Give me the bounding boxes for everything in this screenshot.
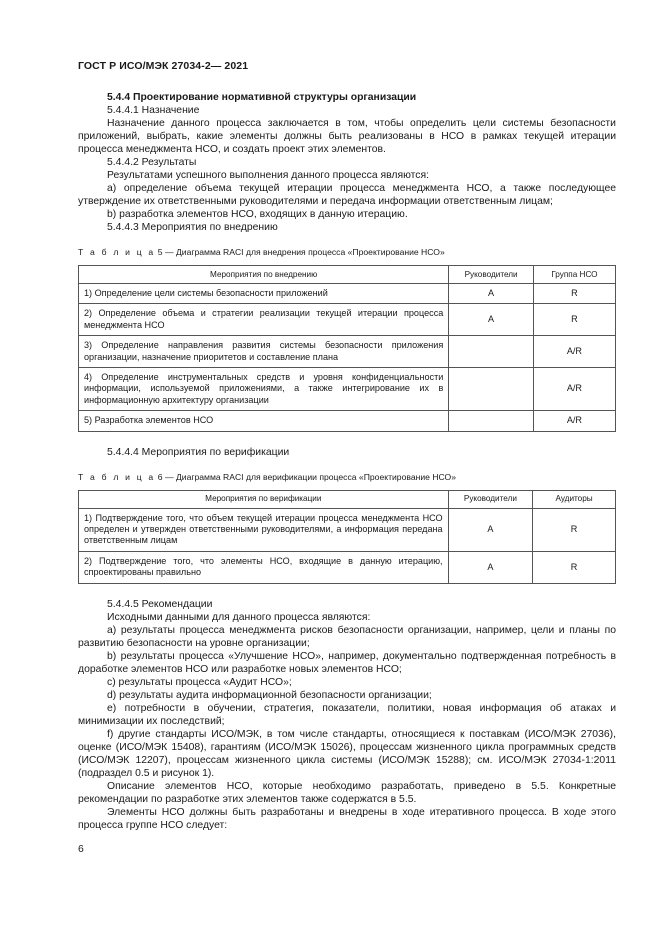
activity-cell: 2) Подтверждение того, что элементы НСО, входящие в данную итерацию, спроектированы правильно bbox=[79, 551, 449, 583]
managers-cell bbox=[449, 368, 534, 411]
table-row bbox=[79, 304, 616, 336]
team-cell: A/R bbox=[533, 336, 615, 368]
managers-cell bbox=[449, 411, 534, 431]
list-item: а) результаты процесса менеджмента рисков безопасности организации, например, цели и планы по развитию безопасности на уровне организации; bbox=[78, 624, 616, 649]
caption-text: 6 — Диаграмма RACI для верификации процесса «Проектирование НСО» bbox=[155, 471, 457, 482]
paragraph: Результатами успешного выполнения данного процесса являются: bbox=[107, 170, 429, 181]
raci-table-6 bbox=[78, 490, 616, 584]
managers-cell: A bbox=[449, 284, 534, 304]
subheading-5-4-4-3: 5.4.4.3 Мероприятия по внедрению bbox=[107, 222, 278, 233]
caption-prefix: Т а б л и ц а bbox=[78, 247, 156, 257]
paragraph: Назначение данного процесса заключается в том, чтобы определить цели системы безопасности приложений, выбрать, какие элементы должны быть реализованы в НСО в рамках текущей итерации процесса менеджмента НСО, и создать проект этих элементов. bbox=[78, 118, 616, 155]
list-item: f) другие стандарты ИСО/МЭК, в том числе стандарты, относящиеся к поставкам (ИСО/МЭК 27036), оценке (ИСО/МЭК 15408), гарантиям (ИСО/МЭК 15026), процессам жизненного цикла программных средств (ИСО/МЭК 12207), процессам жизненного цикла системы (ИСО/МЭК 15288); см. ИСО/МЭК 27034-1:2011 (подраздел 0.5 и рисунок 1). bbox=[78, 728, 616, 779]
subheading-5-4-4-5: 5.4.4.5 Рекомендации bbox=[107, 598, 213, 610]
table-5-caption bbox=[78, 246, 616, 259]
spacer bbox=[78, 584, 616, 598]
team-cell: R bbox=[533, 284, 615, 304]
page-number: 6 bbox=[78, 844, 84, 855]
managers-cell: A bbox=[448, 508, 533, 551]
subheading-5-4-4-1: 5.4.4.1 Назначение bbox=[107, 105, 200, 116]
activity-cell: 5) Разработка элементов НСО bbox=[79, 411, 449, 431]
list-item: е) потребности в обучении, стратегия, показатели, политики, новая информация об атаках и минимизации их последствий; bbox=[78, 702, 616, 727]
column-header: Аудиторы bbox=[533, 490, 616, 508]
managers-cell bbox=[449, 336, 534, 368]
table-row bbox=[79, 508, 616, 551]
column-header: Руководители bbox=[449, 266, 534, 284]
activity-cell: 1) Подтверждение того, что объем текущей итерации процесса менеджмента НСО определен и утвержден ответственными руководителями, а информация передана ответственным лицам bbox=[79, 508, 449, 551]
spacer bbox=[78, 432, 616, 446]
list-item: b) разработка элементов НСО, входящих в данную итерацию. bbox=[107, 209, 408, 220]
column-header: Группа НСО bbox=[533, 266, 615, 284]
team-cell: R bbox=[533, 304, 615, 336]
table-row bbox=[79, 368, 616, 411]
column-header: Руководители bbox=[448, 490, 533, 508]
section-heading-5-4-4: 5.4.4 Проектирование нормативной структуры организации bbox=[107, 92, 417, 103]
table-row bbox=[79, 284, 616, 304]
column-header: Мероприятия по верификации bbox=[79, 490, 449, 508]
team-cell: A/R bbox=[533, 368, 615, 411]
document-header: ГОСТ Р ИСО/МЭК 27034-2— 2021 bbox=[78, 60, 249, 72]
auditors-cell: R bbox=[533, 508, 616, 551]
auditors-cell: R bbox=[533, 551, 616, 583]
caption-text: 5 — Диаграмма RACI для внедрения процесса «Проектирование НСО» bbox=[155, 247, 445, 257]
activity-cell: 1) Определение цели системы безопасности приложений bbox=[79, 284, 449, 304]
table-header-row bbox=[79, 490, 616, 508]
managers-cell: A bbox=[448, 551, 533, 583]
table-row bbox=[79, 336, 616, 368]
table-row bbox=[79, 551, 616, 583]
list-item: b) результаты процесса «Улучшение НСО», например, документально подтвержденная потребность в доработке элементов НСО или разработке новых элементов НСО; bbox=[78, 650, 616, 675]
team-cell: A/R bbox=[533, 411, 615, 431]
table-header-row bbox=[79, 266, 616, 284]
activity-cell: 4) Определение инструментальных средств и уровня конфиденциальности информации, используемой приложениями, а также интегрирование их в информационную архитектуру организации bbox=[79, 368, 449, 411]
activity-cell: 3) Определение направления развития системы безопасности приложения организации, назначение приоритетов и составление плана bbox=[79, 336, 449, 368]
list-item: d) результаты аудита информационной безопасности организации; bbox=[107, 689, 432, 701]
list-item: а) определение объема текущей итерации процесса менеджмента НСО, а также последующее утверждение их ответственными руководителями и передача информации ответственным лицам; bbox=[78, 183, 616, 207]
subheading-5-4-4-2: 5.4.4.2 Результаты bbox=[107, 157, 197, 168]
table-6-caption bbox=[78, 471, 616, 484]
table-row bbox=[79, 411, 616, 431]
list-item: с) результаты процесса «Аудит НСО»; bbox=[107, 676, 292, 688]
caption-prefix: Т а б л и ц а bbox=[78, 471, 156, 482]
paragraph: Элементы НСО должны быть разработаны и внедрены в ходе итеративного процесса. В ходе этого процесса группе НСО следует: bbox=[78, 806, 616, 831]
paragraph: Описание элементов НСО, которые необходимо разработать, приведено в 5.5. Конкретные рекомендации по разработке этих элементов также содержатся в 5.5. bbox=[78, 780, 616, 805]
paragraph: Исходными данными для данного процесса являются: bbox=[107, 611, 371, 623]
managers-cell: A bbox=[449, 304, 534, 336]
raci-table-5 bbox=[78, 265, 616, 432]
subheading-5-4-4-4: 5.4.4.4 Мероприятия по верификации bbox=[107, 446, 290, 458]
activity-cell: 2) Определение объема и стратегии реализации текущей итерации процесса менеджмента НСО bbox=[79, 304, 449, 336]
column-header: Мероприятия по внедрению bbox=[79, 266, 449, 284]
document-body bbox=[78, 91, 616, 832]
